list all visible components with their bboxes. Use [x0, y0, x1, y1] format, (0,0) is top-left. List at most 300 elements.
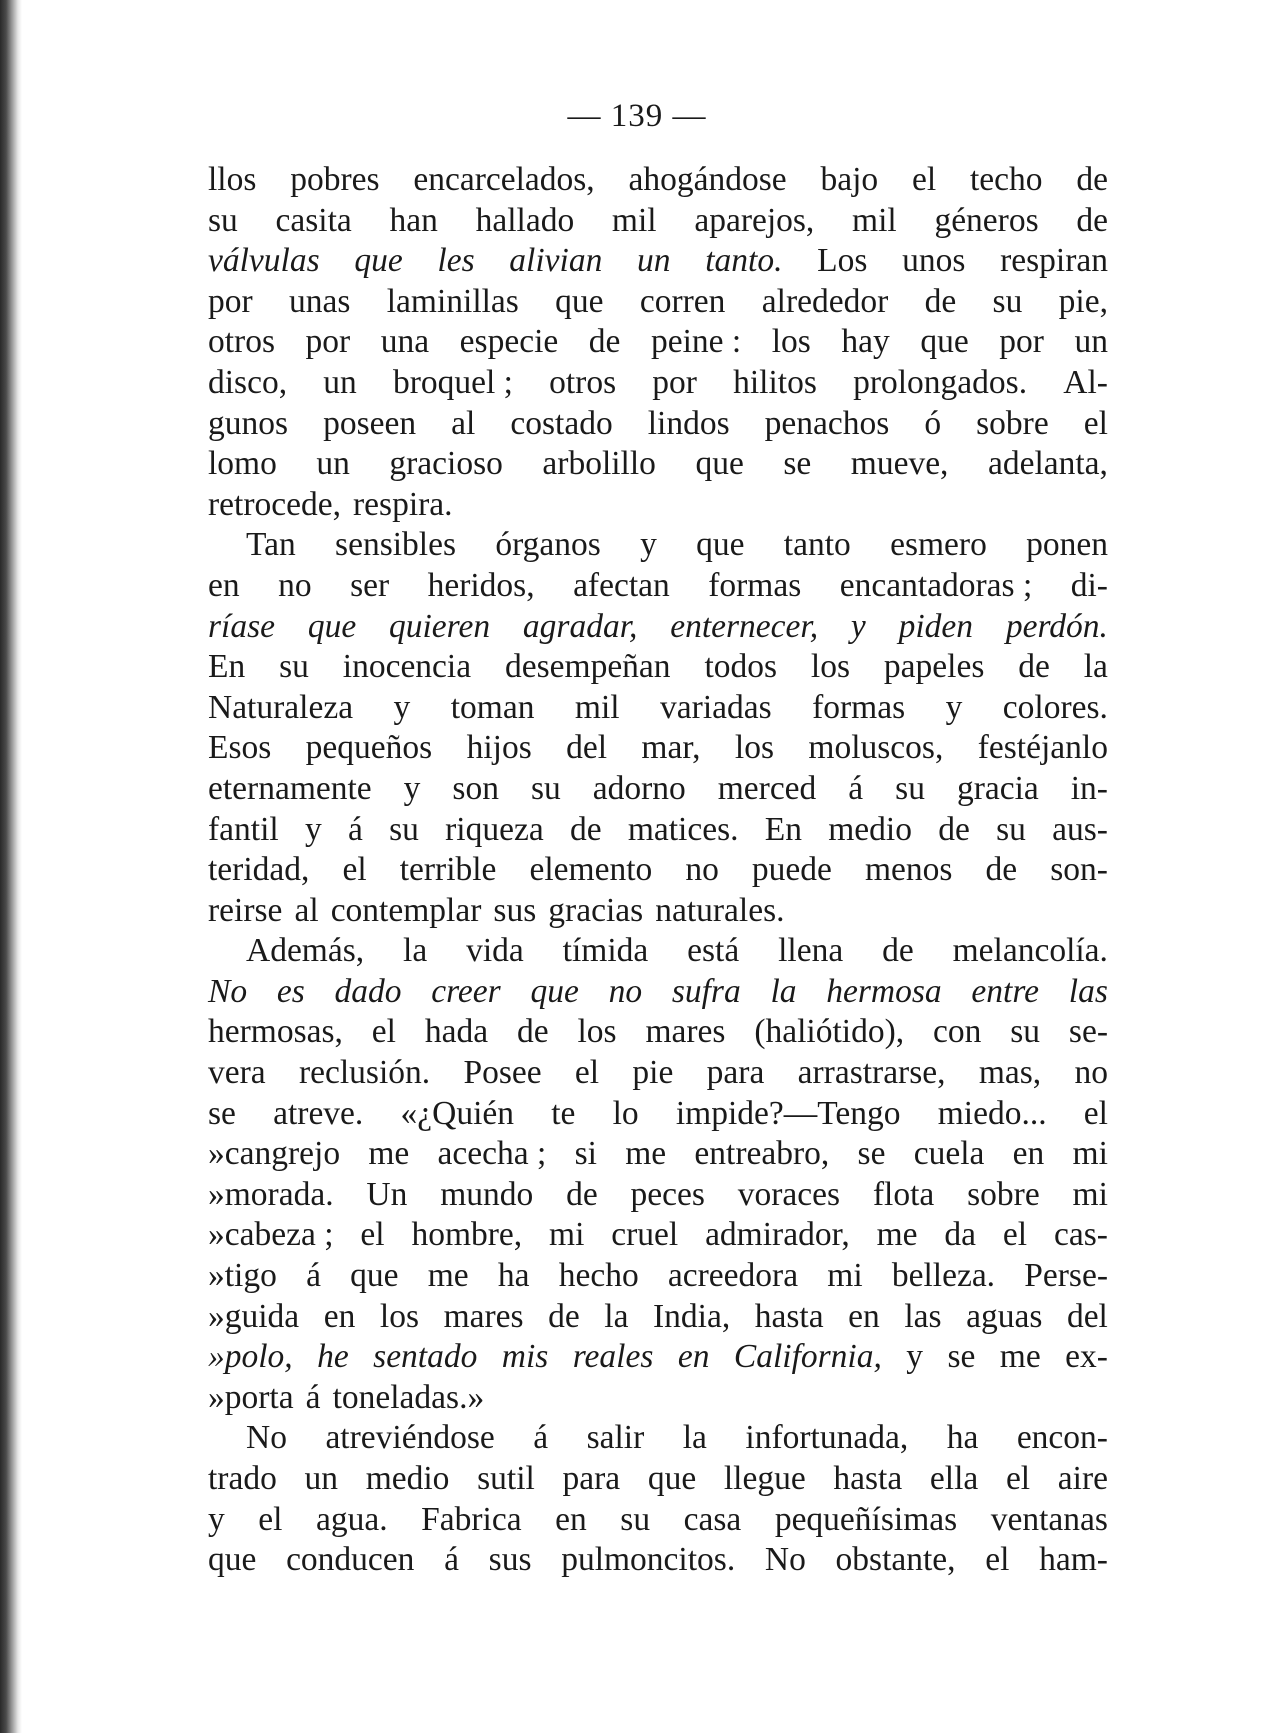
word: techo	[969, 161, 1043, 198]
word: me	[876, 1216, 918, 1254]
word: sobre	[967, 1175, 1040, 1213]
word: mil	[611, 201, 657, 239]
text-line	[208, 282, 1108, 323]
word: su	[992, 282, 1023, 320]
word: son	[452, 769, 499, 807]
word: creer	[431, 972, 501, 1010]
word: de	[566, 1175, 598, 1213]
word: cuela	[913, 1135, 985, 1173]
word: penachos	[764, 404, 890, 442]
word: heridos,	[427, 566, 535, 604]
word: tanto.	[705, 242, 783, 280]
word: Además,	[246, 932, 365, 970]
word: la	[1083, 648, 1108, 686]
word: no	[278, 566, 312, 604]
word: da	[944, 1216, 977, 1254]
word: mares	[645, 1013, 726, 1051]
word: se	[783, 445, 812, 483]
word: Los	[817, 242, 868, 280]
text-line	[208, 1134, 1108, 1175]
word: in-	[1070, 769, 1108, 807]
word: por	[305, 323, 351, 361]
word: Perse-	[1024, 1257, 1108, 1295]
word: y	[850, 607, 866, 645]
word: arbolillo	[542, 445, 656, 483]
text-line	[208, 931, 1108, 972]
word: mi	[827, 1257, 863, 1295]
word: arrastrarse,	[797, 1054, 946, 1092]
word: Esos	[208, 729, 272, 767]
word: entreabro,	[694, 1135, 830, 1173]
word: y	[304, 810, 322, 848]
word: la	[604, 1297, 629, 1335]
text-line	[208, 1337, 1108, 1378]
word: toman	[450, 688, 535, 726]
word: que	[920, 323, 969, 361]
word: el	[574, 1054, 600, 1092]
word: si	[574, 1135, 597, 1173]
word: se	[857, 1135, 886, 1173]
word: hermosa	[826, 972, 942, 1010]
word: mas,	[978, 1054, 1042, 1092]
text-line	[208, 1459, 1108, 1500]
word: En	[764, 810, 802, 848]
word: aparejos,	[694, 201, 815, 239]
word: un	[304, 1460, 339, 1497]
word: y	[906, 1338, 924, 1376]
word: que	[647, 1460, 697, 1497]
word: gracia	[956, 769, 1039, 807]
word: mi	[1072, 1175, 1108, 1213]
text-line	[208, 201, 1108, 242]
word: no	[1074, 1054, 1108, 1092]
word: el	[360, 1216, 385, 1254]
word: sufra	[671, 972, 741, 1010]
word: toneladas.»	[332, 1378, 485, 1416]
word: mueve,	[850, 445, 949, 483]
word: afectan	[573, 566, 670, 604]
word: gunos	[208, 404, 289, 442]
word: atreve.	[273, 1094, 364, 1132]
word: entre	[971, 972, 1040, 1010]
word: su	[279, 648, 309, 686]
word: disco,	[208, 363, 288, 401]
word: reclusión.	[298, 1054, 431, 1092]
word: mi	[549, 1216, 585, 1254]
word: un	[323, 363, 357, 401]
word: se-	[1068, 1013, 1108, 1051]
word: peine :	[650, 323, 742, 361]
word: hasta	[833, 1460, 903, 1497]
word: costado	[510, 404, 613, 442]
word: mil	[574, 688, 620, 726]
word: todos	[704, 648, 778, 686]
word: mares	[443, 1297, 524, 1335]
word: de	[548, 1297, 580, 1335]
word: alrededor	[761, 282, 889, 320]
word: no	[608, 972, 643, 1010]
word: riqueza	[445, 810, 544, 848]
word: en	[323, 1297, 356, 1335]
word: miedo...	[937, 1094, 1047, 1132]
text-line	[208, 1378, 1108, 1419]
word: les	[437, 242, 475, 280]
word: en	[1012, 1135, 1045, 1173]
word: sutil	[477, 1460, 535, 1497]
word: pie	[632, 1054, 674, 1092]
word: No	[764, 1541, 806, 1579]
word: acreedora	[667, 1257, 799, 1295]
word: de	[569, 810, 602, 848]
word: sus	[493, 891, 537, 929]
word: vida	[466, 932, 524, 970]
word: cruel	[611, 1216, 679, 1254]
word: me	[427, 1257, 469, 1295]
word: alivian	[509, 242, 603, 280]
word: llos	[208, 161, 257, 198]
word: agradar,	[522, 607, 638, 645]
text-line	[208, 1418, 1108, 1459]
word: Naturaleza	[208, 688, 354, 726]
word: mundo	[440, 1175, 534, 1213]
word: casa	[683, 1500, 742, 1538]
word: Al-	[1063, 363, 1108, 401]
word: y	[208, 1500, 225, 1538]
word: salir	[586, 1419, 645, 1457]
word: un	[1074, 323, 1108, 361]
word: peces	[630, 1175, 705, 1213]
word: con	[933, 1013, 982, 1051]
word: su	[1010, 1013, 1041, 1051]
word: de	[924, 282, 957, 320]
word: vera	[208, 1054, 266, 1092]
word: Un	[366, 1175, 408, 1213]
word: tímida	[562, 932, 649, 970]
word: formas	[812, 688, 906, 726]
word: pobres	[290, 161, 380, 198]
word: que	[354, 242, 403, 280]
word: encarcelados,	[413, 161, 595, 198]
word: di-	[1070, 566, 1108, 604]
word: »guida	[208, 1297, 300, 1335]
word: »porta	[208, 1378, 294, 1416]
word: (haliótido),	[754, 1013, 905, 1051]
text-line	[208, 525, 1108, 566]
word: el	[258, 1500, 283, 1538]
word: de	[1018, 648, 1050, 686]
text-line	[208, 607, 1108, 648]
word: géneros	[934, 201, 1039, 239]
word: sus	[488, 1541, 532, 1579]
word: son-	[1050, 851, 1108, 889]
word: no	[685, 851, 719, 889]
word: »morada.	[208, 1175, 334, 1213]
word: trado	[208, 1460, 277, 1497]
word: agua.	[316, 1500, 388, 1538]
word: sobre	[976, 404, 1049, 442]
word: á	[306, 1257, 321, 1295]
text-line	[208, 1256, 1108, 1297]
word: papeles	[883, 648, 985, 686]
text-line	[208, 404, 1108, 445]
word: formas	[708, 566, 802, 604]
word: que	[208, 1541, 257, 1579]
word: ha	[497, 1257, 530, 1295]
page-number: — 139 —	[567, 98, 707, 134]
word: Fabrica	[421, 1500, 522, 1538]
word: naturales.	[655, 891, 785, 929]
word: el	[1002, 1216, 1028, 1254]
word: el	[985, 1541, 1010, 1579]
word: ventanas	[990, 1500, 1108, 1538]
word: enternecer,	[670, 607, 819, 645]
word: el	[1005, 1460, 1031, 1497]
text-line	[208, 728, 1108, 769]
word: reirse	[208, 891, 283, 929]
word: elemento	[529, 851, 653, 889]
word: colores.	[1002, 688, 1108, 726]
word: en	[848, 1297, 880, 1335]
text-line	[208, 485, 1108, 526]
word: está	[687, 932, 740, 970]
word: unas	[288, 282, 351, 320]
word: las	[1068, 972, 1108, 1010]
word: prolongados.	[853, 363, 1028, 401]
word: encantadoras ;	[839, 566, 1033, 604]
text-line	[208, 363, 1108, 404]
word: ser	[350, 566, 390, 604]
word: de	[1076, 161, 1108, 198]
word: «¿Quién	[400, 1094, 515, 1132]
text-line	[208, 1500, 1108, 1541]
text-line	[208, 322, 1108, 363]
text-line	[208, 647, 1108, 688]
word: respiran	[1000, 242, 1108, 280]
word: un	[316, 445, 350, 483]
word: acecha ;	[437, 1135, 547, 1173]
word: quieren	[389, 607, 491, 645]
word: unos	[902, 242, 966, 280]
word: piden	[898, 607, 974, 645]
word: aire	[1057, 1460, 1108, 1497]
word: medio	[828, 810, 912, 848]
word: terrible	[399, 851, 497, 889]
word: atreviéndose	[325, 1419, 495, 1457]
word: sentado	[373, 1338, 478, 1376]
text-line	[208, 688, 1108, 729]
word: otros	[549, 363, 617, 401]
text-line	[208, 444, 1108, 485]
word: »cabeza ;	[208, 1216, 334, 1254]
word: especie	[459, 323, 559, 361]
word: desempeñan	[504, 648, 671, 686]
word: hombre,	[411, 1216, 523, 1254]
word: Posee	[463, 1054, 542, 1092]
word: belleza.	[891, 1257, 996, 1295]
word: voraces	[737, 1175, 841, 1213]
word: en	[677, 1338, 710, 1376]
word: los	[810, 648, 851, 686]
text-line	[208, 1175, 1108, 1216]
word: hermosas,	[208, 1013, 343, 1051]
word: por	[208, 282, 253, 320]
page-binding-edge	[0, 0, 22, 1733]
word: esmero	[890, 526, 987, 564]
word: ríase	[208, 607, 275, 645]
word: se	[947, 1338, 976, 1376]
word: de	[882, 932, 914, 970]
word: al	[294, 891, 319, 929]
word: su	[895, 769, 925, 807]
word: perdón.	[1005, 607, 1108, 645]
word: el	[1083, 1094, 1108, 1132]
word: pequeños	[305, 729, 433, 767]
word: hallado	[475, 201, 575, 239]
word: de	[938, 810, 970, 848]
word: á	[347, 810, 363, 848]
word: melancolía.	[952, 932, 1108, 970]
word: sensibles	[335, 526, 457, 564]
word: á	[848, 769, 864, 807]
word: mil	[852, 201, 897, 239]
text-line	[208, 891, 1108, 932]
word: para	[706, 1054, 765, 1092]
word: gracioso	[389, 445, 503, 483]
word: es	[276, 972, 305, 1010]
word: al	[451, 404, 476, 442]
word: á	[305, 1378, 321, 1416]
word: »cangrejo	[208, 1135, 341, 1173]
word: reales	[572, 1338, 654, 1376]
word: casita	[275, 201, 352, 239]
text-line	[208, 1053, 1108, 1094]
word: broquel ;	[392, 363, 513, 401]
word: California,	[733, 1338, 882, 1376]
word: el	[911, 161, 937, 198]
word: menos	[864, 851, 953, 889]
word: llegue	[723, 1460, 806, 1497]
word: teridad,	[208, 851, 310, 889]
word: ham-	[1039, 1541, 1108, 1579]
word: respira.	[353, 485, 453, 523]
word: me	[368, 1135, 410, 1173]
word: una	[380, 323, 430, 361]
text-line	[208, 850, 1108, 891]
word: te	[551, 1094, 576, 1132]
word: conducen	[286, 1541, 415, 1579]
word: mar,	[641, 729, 701, 767]
text-line	[208, 566, 1108, 607]
word: han	[389, 201, 438, 239]
word: hijos	[466, 729, 532, 767]
word: para	[562, 1460, 621, 1497]
word: impide?—Tengo	[675, 1094, 901, 1132]
word: hada	[424, 1013, 489, 1051]
word: obstante,	[835, 1541, 956, 1579]
word: á	[533, 1419, 549, 1457]
word: y	[393, 688, 411, 726]
word: ahogándose	[628, 161, 787, 198]
text-line	[208, 241, 1108, 282]
word: puede	[751, 851, 832, 889]
text-line	[208, 160, 1108, 201]
text-line	[208, 1094, 1108, 1135]
word: poseen	[323, 404, 417, 442]
word: mis	[501, 1338, 549, 1376]
word: hay	[841, 323, 890, 361]
word: en	[208, 566, 240, 604]
word: No	[208, 972, 248, 1010]
text-line	[208, 810, 1108, 851]
text-line	[208, 1215, 1108, 1256]
word: India,	[653, 1297, 731, 1335]
word: hasta	[754, 1297, 824, 1335]
word: la	[403, 932, 428, 970]
word: que	[307, 607, 357, 645]
word: ella	[929, 1460, 979, 1497]
word: se	[208, 1094, 236, 1132]
word: mi	[1072, 1135, 1108, 1173]
word: que	[350, 1257, 399, 1295]
word: el	[1083, 404, 1108, 442]
word: por	[652, 363, 697, 401]
word: aus-	[1052, 810, 1108, 848]
word: lo	[612, 1094, 639, 1132]
word: de	[516, 1013, 549, 1051]
word: su	[620, 1500, 651, 1538]
word: el	[371, 1013, 396, 1051]
word: y	[945, 688, 963, 726]
word: válvulas	[208, 242, 320, 280]
word: aguas	[966, 1297, 1043, 1335]
word: fantil	[208, 810, 279, 848]
word: que	[696, 526, 745, 564]
word: órganos	[495, 526, 601, 564]
word: flota	[872, 1175, 935, 1213]
word: »tigo	[208, 1257, 277, 1295]
word: la	[770, 972, 797, 1010]
word: adorno	[592, 769, 686, 807]
word: por	[999, 323, 1044, 361]
text-line	[208, 769, 1108, 810]
word: las	[904, 1297, 942, 1335]
word: su	[530, 769, 561, 807]
word: lomo	[208, 445, 277, 483]
word: hilitos	[733, 363, 817, 401]
word: ex-	[1065, 1338, 1108, 1376]
word: he	[317, 1338, 349, 1376]
word: de	[985, 851, 1018, 889]
word: dado	[334, 972, 402, 1010]
word: festéjanlo	[977, 729, 1108, 767]
word: la	[682, 1419, 707, 1457]
word: un	[637, 242, 671, 280]
word: infortunada,	[745, 1419, 909, 1457]
word: eternamente	[208, 769, 372, 807]
word: En	[208, 648, 246, 686]
word: del	[566, 729, 608, 767]
word: los	[379, 1297, 420, 1335]
word: su	[389, 810, 419, 848]
word: el	[342, 851, 367, 889]
word: del	[1066, 1297, 1108, 1335]
word: de	[588, 323, 621, 361]
word: moluscos,	[808, 729, 944, 767]
word: que	[530, 972, 579, 1010]
word: de	[1076, 201, 1108, 239]
word: inocencia	[342, 648, 472, 686]
text-line	[208, 972, 1108, 1013]
